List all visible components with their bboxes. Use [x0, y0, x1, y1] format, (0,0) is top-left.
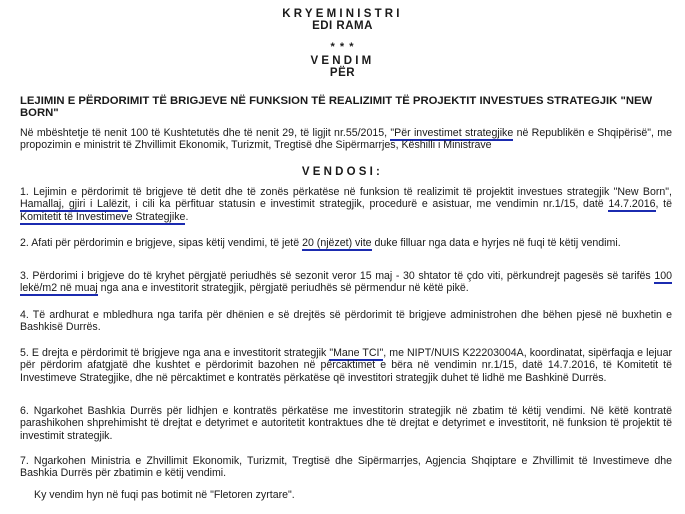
p1-text-c: , të	[655, 198, 672, 211]
header-per: PËR	[329, 67, 356, 79]
p1-text-a: 1. Lejimin e përdorimit të brigjeve të detit dhe të zonës përkatëse në funksion të realizimit të projektit investues strategjik "New Born",	[20, 186, 672, 198]
p1-text-d: .	[185, 210, 189, 223]
p1-underlined-date: 14.7.2016	[608, 198, 656, 211]
paragraph-2	[20, 237, 672, 249]
p3-text-b: nga ana e investitorit strategjik, përgjatë periudhës së përmendur në këtë pikë.	[97, 282, 469, 295]
header-name: EDI RAMA	[312, 20, 373, 32]
paragraph-7: 7. Ngarkohen Ministria e Zhvillimit Ekonomik, Turizmit, Tregtisë dhe Sipërmarrjes, Agjencia Shqiptare e Zhvillimit të Investimeve dhe Bashkia Durrës për zbatimin e këtij vendimi.	[20, 455, 672, 480]
paragraph-1	[20, 186, 672, 223]
p2-text-a: 2. Afati për përdorimin e brigjeve, sipas këtij vendimi, të jetë	[20, 237, 303, 249]
preamble-text-b: në Republikën e Shqipërisë", me propozimin e ministrit të Zhvillimit Ekonomik, Turizmit, Tregtisë dhe Sipërmarrjes, Këshilli i Ministrave	[20, 127, 672, 152]
p3-text-a: 3. Përdorimi i brigjeve do të kryhet përgjatë periudhës së sezonit veror 15 maj - 30 shtator të çdo viti, përkundrejt pagesës së tarifës	[20, 270, 655, 282]
p1-underlined-committee: Komitetit të Investimeve Strategjike	[20, 210, 186, 223]
paragraph-3	[20, 270, 672, 295]
p3-underlined-fee: 100 lekë/m2 në muaj	[20, 270, 672, 295]
p2-underlined-term: 20 (njëzet) vite	[302, 237, 372, 249]
p5-text-a: 5. E drejta e përdorimit të brigjeve nga ana e investitorit strategjik	[20, 347, 330, 359]
decision-title: LEJIMIN E PËRDORIMIT TË BRIGJEVE NË FUNKSION TË REALIZIMIT TË PROJEKTIT INVESTUES STRATEGJIK "NEW BORN"	[20, 95, 653, 119]
header-stars: * * *	[330, 41, 355, 53]
vendosi-heading: VENDOSI:	[301, 166, 384, 178]
paragraph-4: 4. Të ardhurat e mbledhura nga tarifa për dhënien e së drejtës së përdorimit të brigjeve administrohen dhe bëhen pjesë në buxhetin e Bashkisë Durrës.	[20, 309, 672, 334]
paragraph-6: 6. Ngarkohet Bashkia Durrës për lidhjen e kontratës përkatëse me investitorin strategjik në zbatim të këtij vendimi. Në këtë kontratë parashikohen shprehimisht të drejtat e detyrimet e autoritetit kontraktues dhe të drejtat e detyrimet e investitorit, në funksion të projektit të investimit strategjik.	[20, 405, 672, 442]
header-doc-type: VENDIM	[310, 55, 375, 67]
p2-text-b: duke filluar nga data e hyrjes në fuqi të këtij vendimi.	[371, 237, 621, 249]
p1-underlined-location: Hamallaj, gjiri i Lalëzit	[20, 198, 128, 211]
preamble-underlined-law: "Për investimet strategjike	[390, 127, 514, 139]
p5-text-b: , me NIPT/NUIS K22203004A, koordinatat, sipërfaqja e lejuar për përdorim afatgjatë dhe kushtet e përdorimit bazohen në përcaktimet e bëra në vendimin nr.1/15, datë 14.7.2016, të Komitetit të Investimeve Strategjike, dhe në përcaktimet e kontratës përkatëse që investitori strategjik duhet të lidhë me Bashkinë Durrës.	[20, 347, 672, 384]
preamble-paragraph	[20, 127, 672, 152]
paragraph-5	[20, 347, 672, 384]
header-office: KRYEMINISTRI	[282, 8, 403, 20]
preamble-text-a: Në mbështetje të nenit 100 të Kushtetutës dhe të nenit 29, të ligjit nr.55/2015,	[20, 127, 391, 139]
p1-text-b: , i cili ka përfituar statusin e investimit strategjik, procedurë e asistuar, me vendimin nr.1/15, datë	[127, 198, 609, 211]
p5-underlined-investor: "Mane TCI"	[329, 347, 384, 359]
closing-statement: Ky vendim hyn në fuqi pas botimit në "Fletoren zyrtare".	[34, 489, 295, 501]
